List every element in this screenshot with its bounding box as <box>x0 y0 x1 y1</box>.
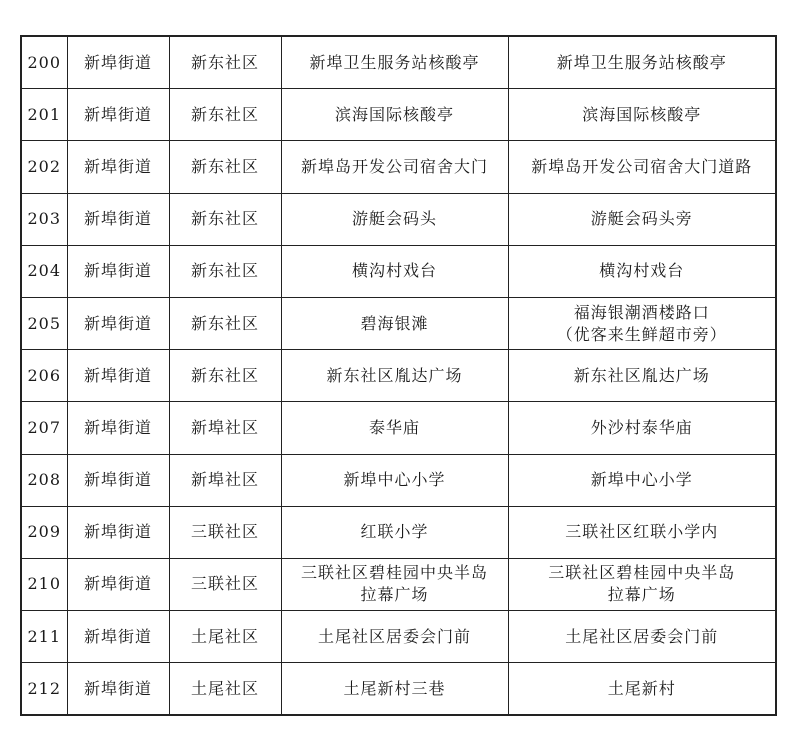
site-name-cell <box>281 402 508 454</box>
community-cell: 三联社区 <box>169 506 281 558</box>
site-address-cell <box>508 350 776 402</box>
site-address-cell <box>508 245 776 297</box>
cell-text-line: 游艇会码头旁 <box>590 209 693 229</box>
community-cell: 三联社区 <box>169 558 281 610</box>
table-row <box>21 193 776 245</box>
cell-text-line: 新埠卫生服务站核酸亭 <box>309 52 480 72</box>
cell-text-line: 红联小学 <box>360 522 429 542</box>
row-number-cell: 211 <box>21 611 67 663</box>
site-address-cell <box>508 89 776 141</box>
street-cell: 新埠街道 <box>67 611 169 663</box>
cell-text-line: 滨海国际核酸亭 <box>582 104 702 124</box>
community-cell: 新埠社区 <box>169 402 281 454</box>
cell-text-line: 三联社区碧桂园中央半岛 <box>548 563 736 583</box>
row-number-cell: 204 <box>21 245 67 297</box>
testing-sites-table <box>20 35 777 716</box>
cell-text-line: 新埠岛开发公司宿舍大门道路 <box>531 156 753 176</box>
cell-text-line: 拉幕广场 <box>607 585 676 605</box>
site-name-cell <box>281 611 508 663</box>
site-name-cell <box>281 297 508 349</box>
cell-text-line: （优客来生鲜超市旁） <box>556 324 727 344</box>
table-row <box>21 506 776 558</box>
table-row <box>21 402 776 454</box>
community-cell: 新东社区 <box>169 297 281 349</box>
site-name-cell <box>281 454 508 506</box>
street-cell: 新埠街道 <box>67 36 169 89</box>
cell-text-line: 土尾社区居委会门前 <box>565 626 719 646</box>
community-cell: 新东社区 <box>169 89 281 141</box>
community-cell: 新埠社区 <box>169 454 281 506</box>
site-address-cell <box>508 611 776 663</box>
row-number-cell: 203 <box>21 193 67 245</box>
table-row <box>21 297 776 349</box>
site-name-cell <box>281 141 508 193</box>
table-row <box>21 663 776 716</box>
cell-text-line: 游艇会码头 <box>351 209 437 229</box>
site-address-cell <box>508 454 776 506</box>
table-row <box>21 611 776 663</box>
site-name-cell <box>281 350 508 402</box>
site-address-cell <box>508 506 776 558</box>
row-number-cell: 210 <box>21 558 67 610</box>
street-cell: 新埠街道 <box>67 297 169 349</box>
table-row <box>21 454 776 506</box>
cell-text-line: 外沙村泰华庙 <box>590 417 693 437</box>
site-name-cell <box>281 193 508 245</box>
cell-text-line: 土尾社区居委会门前 <box>317 626 471 646</box>
community-cell: 新东社区 <box>169 245 281 297</box>
site-address-cell <box>508 193 776 245</box>
site-name-cell <box>281 36 508 89</box>
cell-text-line: 滨海国际核酸亭 <box>334 104 454 124</box>
cell-text-line: 横沟村戏台 <box>599 261 685 281</box>
site-address-cell <box>508 297 776 349</box>
table-row <box>21 89 776 141</box>
site-address-cell <box>508 141 776 193</box>
site-address-cell <box>508 36 776 89</box>
row-number-cell: 201 <box>21 89 67 141</box>
table-row <box>21 36 776 89</box>
row-number-cell: 205 <box>21 297 67 349</box>
street-cell: 新埠街道 <box>67 193 169 245</box>
cell-text-line: 三联社区碧桂园中央半岛 <box>300 563 488 583</box>
row-number-cell: 206 <box>21 350 67 402</box>
site-name-cell <box>281 663 508 716</box>
site-name-cell <box>281 558 508 610</box>
table-row <box>21 350 776 402</box>
row-number-cell: 207 <box>21 402 67 454</box>
cell-text-line: 新埠岛开发公司宿舍大门 <box>300 156 488 176</box>
row-number-cell: 212 <box>21 663 67 716</box>
site-address-cell <box>508 663 776 716</box>
cell-text-line: 三联社区红联小学内 <box>565 522 719 542</box>
community-cell: 新东社区 <box>169 350 281 402</box>
table-row <box>21 558 776 610</box>
community-cell: 土尾社区 <box>169 663 281 716</box>
table-body <box>21 36 776 715</box>
site-name-cell <box>281 506 508 558</box>
cell-text-line: 拉幕广场 <box>360 585 429 605</box>
row-number-cell: 209 <box>21 506 67 558</box>
street-cell: 新埠街道 <box>67 141 169 193</box>
site-name-cell <box>281 245 508 297</box>
community-cell: 新东社区 <box>169 36 281 89</box>
street-cell: 新埠街道 <box>67 454 169 506</box>
cell-text-line: 土尾新村三巷 <box>343 678 446 698</box>
cell-text-line: 新埠中心小学 <box>590 470 693 490</box>
community-cell: 土尾社区 <box>169 611 281 663</box>
row-number-cell: 202 <box>21 141 67 193</box>
street-cell: 新埠街道 <box>67 350 169 402</box>
site-name-cell <box>281 89 508 141</box>
cell-text-line: 新东社区胤达广场 <box>573 365 710 385</box>
site-address-cell <box>508 402 776 454</box>
street-cell: 新埠街道 <box>67 89 169 141</box>
street-cell: 新埠街道 <box>67 506 169 558</box>
cell-text-line: 碧海银滩 <box>360 313 429 333</box>
community-cell: 新东社区 <box>169 141 281 193</box>
row-number-cell: 208 <box>21 454 67 506</box>
cell-text-line: 横沟村戏台 <box>351 261 437 281</box>
street-cell: 新埠街道 <box>67 663 169 716</box>
cell-text-line: 福海银潮酒楼路口 <box>573 302 710 322</box>
street-cell: 新埠街道 <box>67 245 169 297</box>
cell-text-line: 新埠卫生服务站核酸亭 <box>556 52 727 72</box>
cell-text-line: 土尾新村 <box>607 678 676 698</box>
community-cell: 新东社区 <box>169 193 281 245</box>
site-address-cell <box>508 558 776 610</box>
table-row <box>21 141 776 193</box>
cell-text-line: 新埠中心小学 <box>343 470 446 490</box>
table-row <box>21 245 776 297</box>
street-cell: 新埠街道 <box>67 402 169 454</box>
cell-text-line: 新东社区胤达广场 <box>326 365 463 385</box>
row-number-cell: 200 <box>21 36 67 89</box>
cell-text-line: 泰华庙 <box>368 417 420 437</box>
street-cell: 新埠街道 <box>67 558 169 610</box>
